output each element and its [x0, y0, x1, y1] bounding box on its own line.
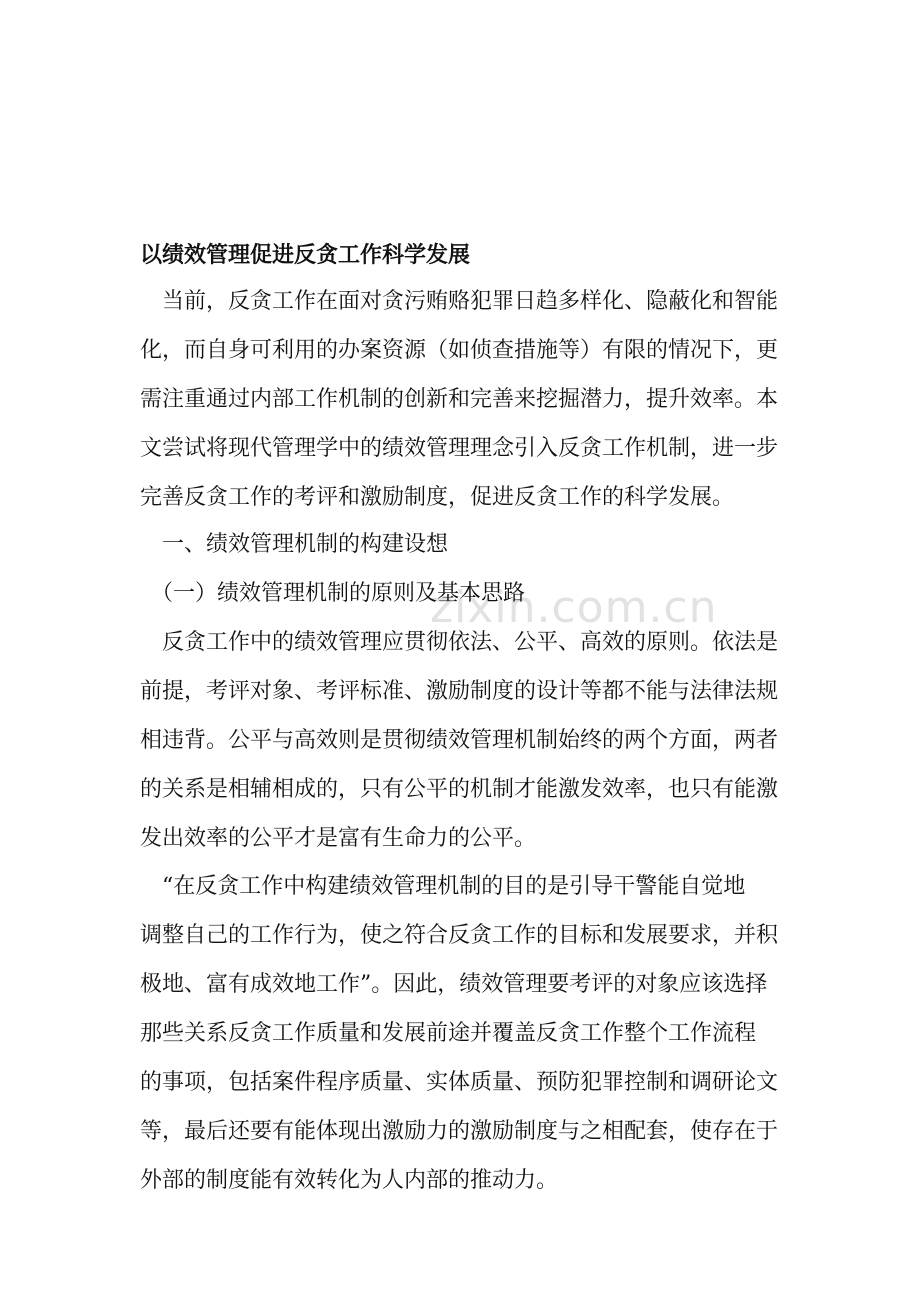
section-heading: 一、绩效管理机制的构建设想 [140, 532, 449, 557]
text-line: 发出效率的公平才是富有生命力的公平。 [140, 826, 537, 851]
text-line: 反贪工作中的绩效管理应贯彻依法、公平、高效的原则。依法是 [140, 630, 779, 655]
text-line: 的事项，包括案件程序质量、实体质量、预防犯罪控制和调研论文 [140, 1070, 779, 1095]
subsection-heading: （一）绩效管理机制的原则及基本思路 [140, 581, 526, 606]
text-line: 极地、富有成效地工作”。因此，绩效管理要考评的对象应该选择 [140, 972, 768, 997]
text-line: 外部的制度能有效转化为人内部的推动力。 [140, 1168, 559, 1193]
document-page [140, 0, 780, 1302]
text-line: 调整自己的工作行为，使之符合反贪工作的目标和发展要求，并积 [140, 923, 779, 948]
text-line: 化，而自身可利用的办案资源（如侦查措施等）有限的情况下，更 [140, 338, 779, 363]
text-line: 等，最后还要有能体现出激励力的激励制度与之相配套，使存在于 [140, 1119, 779, 1144]
text-line: 当前，反贪工作在面对贪污贿赂犯罪日趋多样化、隐蔽化和智能 [140, 289, 779, 314]
text-line: 文尝试将现代管理学中的绩效管理理念引入反贪工作机制，进一步 [140, 436, 779, 461]
text-line: “在反贪工作中构建绩效管理机制的目的是引导干警能自觉地 [140, 874, 746, 899]
text-line: 完善反贪工作的考评和激励制度，促进反贪工作的科学发展。 [140, 485, 735, 510]
text-line: 那些关系反贪工作质量和发展前途并覆盖反贪工作整个工作流程 [140, 1021, 757, 1046]
document-title: 以绩效管理促进反贪工作科学发展 [140, 243, 471, 268]
watermark: zixin.com.cn [430, 582, 718, 633]
text-line: 的关系是相辅相成的，只有公平的机制才能激发效率，也只有能激 [140, 777, 779, 802]
text-line: 相违背。公平与高效则是贯彻绩效管理机制始终的两个方面，两者 [140, 728, 779, 753]
text-line: 需注重通过内部工作机制的创新和完善来挖掘潜力，提升效率。本 [140, 387, 779, 412]
text-line: 前提，考评对象、考评标准、激励制度的设计等都不能与法律法规 [140, 679, 779, 704]
